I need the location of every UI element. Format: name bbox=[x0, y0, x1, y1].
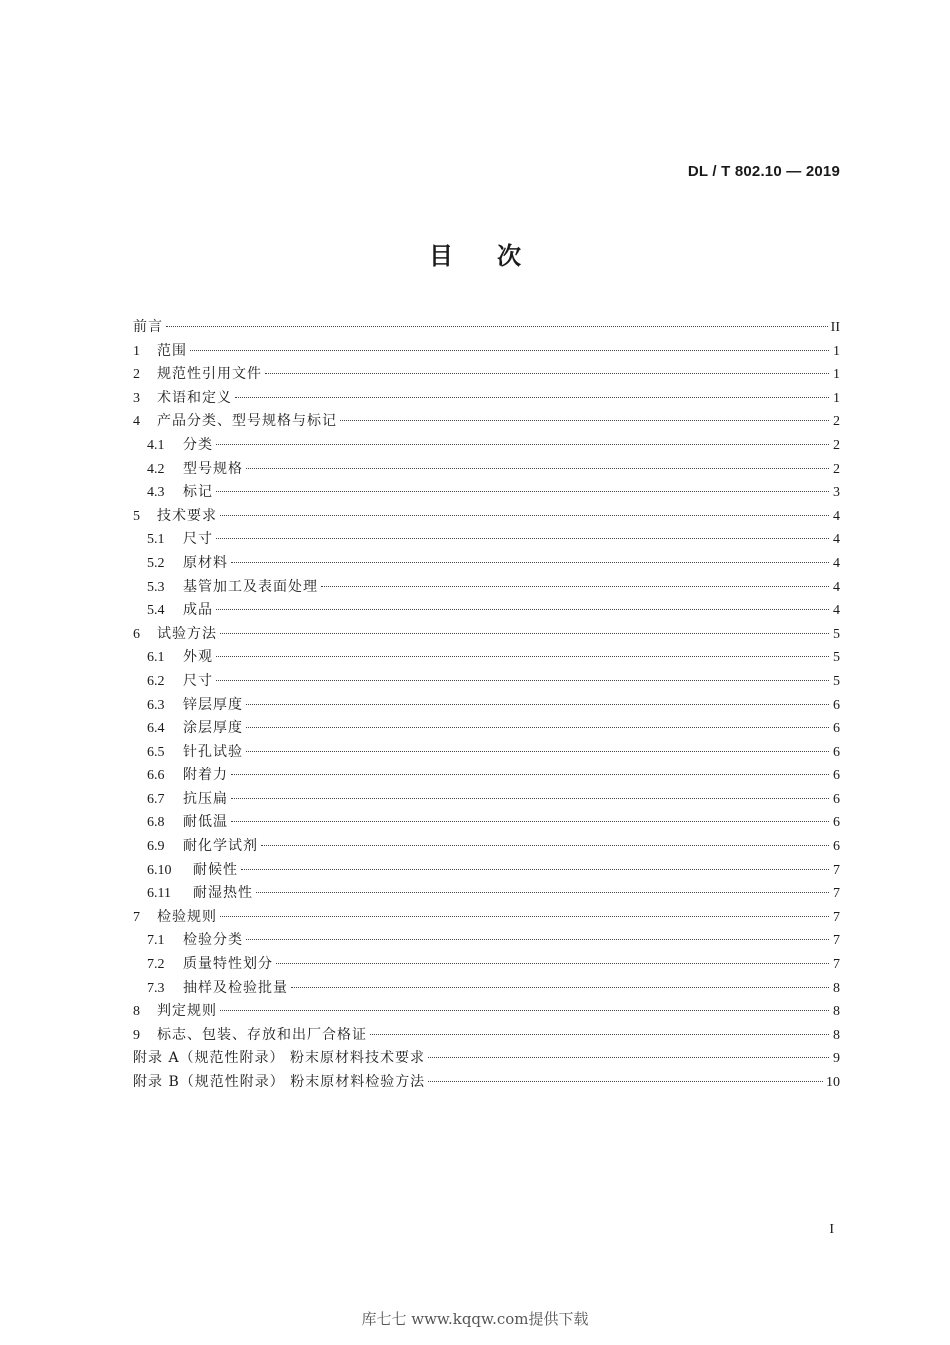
toc-entry[interactable] bbox=[133, 387, 840, 411]
dot-leader bbox=[216, 444, 829, 445]
toc-entry[interactable] bbox=[133, 363, 840, 387]
toc-entry-page: 6 bbox=[833, 768, 840, 784]
dot-leader bbox=[216, 538, 829, 539]
table-of-contents bbox=[133, 316, 840, 1095]
toc-entry[interactable] bbox=[133, 623, 840, 647]
dot-leader bbox=[246, 939, 829, 940]
toc-entry[interactable] bbox=[133, 458, 840, 482]
toc-entry[interactable] bbox=[133, 859, 840, 883]
toc-entry-page: 5 bbox=[833, 673, 840, 689]
toc-entry-label: 型号规格 bbox=[183, 460, 243, 477]
standard-code: DL / T 802.10 — 2019 bbox=[687, 163, 840, 180]
dot-leader bbox=[220, 916, 829, 917]
toc-entry[interactable] bbox=[133, 599, 840, 623]
dot-leader bbox=[231, 562, 829, 563]
toc-entry[interactable] bbox=[133, 906, 840, 930]
toc-entry-number: 6.6 bbox=[147, 768, 165, 784]
toc-entry[interactable] bbox=[133, 788, 840, 812]
toc-entry[interactable] bbox=[133, 316, 840, 340]
dot-leader bbox=[370, 1034, 829, 1035]
toc-entry-page: 1 bbox=[833, 343, 840, 359]
toc-entry-page: 2 bbox=[833, 414, 840, 430]
toc-entry-number: 5.3 bbox=[147, 579, 165, 595]
dot-leader bbox=[241, 869, 829, 870]
toc-entry-label: 涂层厚度 bbox=[183, 720, 243, 737]
toc-entry-label: 检验规则 bbox=[157, 908, 217, 925]
toc-entry-number: 6.5 bbox=[147, 744, 165, 760]
toc-entry-label: 术语和定义 bbox=[157, 389, 232, 406]
dot-leader bbox=[340, 420, 829, 421]
toc-entry-label: 抗压扁 bbox=[183, 790, 228, 807]
toc-entry-page: 4 bbox=[833, 579, 840, 595]
dot-leader bbox=[235, 397, 829, 398]
toc-entry-number: 6.9 bbox=[147, 839, 165, 855]
toc-entry-label: 针孔试验 bbox=[183, 743, 243, 760]
toc-entry[interactable] bbox=[133, 741, 840, 765]
toc-entry-page: 2 bbox=[833, 437, 840, 453]
toc-entry[interactable] bbox=[133, 882, 840, 906]
toc-entry[interactable] bbox=[133, 717, 840, 741]
toc-entry-page: 1 bbox=[833, 367, 840, 383]
toc-entry-label: 耐化学试剂 bbox=[183, 838, 258, 855]
dot-leader bbox=[428, 1081, 823, 1082]
toc-entry-page: 5 bbox=[833, 650, 840, 666]
toc-entry-label: 技术要求 bbox=[157, 507, 217, 524]
toc-entry-number: 6.4 bbox=[147, 721, 165, 737]
toc-entry-number: 6 bbox=[133, 626, 140, 642]
dot-leader bbox=[220, 515, 829, 516]
dot-leader bbox=[220, 633, 829, 634]
toc-entry[interactable] bbox=[133, 340, 840, 364]
toc-entry-page: 7 bbox=[833, 933, 840, 949]
toc-entry[interactable] bbox=[133, 528, 840, 552]
toc-entry-number: 5 bbox=[133, 508, 140, 524]
dot-leader bbox=[246, 468, 829, 469]
toc-entry-label: 规范性引用文件 bbox=[157, 366, 262, 383]
toc-entry[interactable] bbox=[133, 1047, 840, 1071]
toc-entry-label: 分类 bbox=[183, 436, 213, 453]
dot-leader bbox=[428, 1057, 829, 1058]
toc-entry-number: 6.1 bbox=[147, 650, 165, 666]
dot-leader bbox=[231, 821, 829, 822]
dot-leader bbox=[216, 491, 829, 492]
toc-entry-page: 6 bbox=[833, 697, 840, 713]
toc-entry-label: 附录 B（规范性附录） 粉末原材料检验方法 bbox=[133, 1074, 426, 1090]
toc-entry-number: 6.10 bbox=[147, 862, 172, 878]
toc-entry-number: 5.2 bbox=[147, 555, 165, 571]
toc-entry-label: 检验分类 bbox=[183, 932, 243, 949]
toc-entry-number: 7.2 bbox=[147, 957, 165, 973]
toc-entry-page: 8 bbox=[833, 1004, 840, 1020]
dot-leader bbox=[291, 987, 829, 988]
toc-entry[interactable] bbox=[133, 505, 840, 529]
toc-entry[interactable] bbox=[133, 929, 840, 953]
toc-entry-number: 1 bbox=[133, 343, 140, 359]
dot-leader bbox=[216, 656, 829, 657]
dot-leader bbox=[231, 798, 829, 799]
toc-entry-page: II bbox=[830, 320, 840, 335]
toc-entry-page: 5 bbox=[833, 626, 840, 642]
toc-entry[interactable] bbox=[133, 670, 840, 694]
toc-entry-number: 7.3 bbox=[147, 980, 165, 996]
toc-entry-label: 成品 bbox=[183, 602, 213, 619]
toc-entry-number: 6.7 bbox=[147, 791, 165, 807]
toc-entry-page: 10 bbox=[826, 1075, 840, 1090]
toc-entry-label: 原材料 bbox=[183, 554, 228, 571]
toc-entry-number: 4.3 bbox=[147, 485, 165, 501]
toc-entry-page: 4 bbox=[833, 508, 840, 524]
toc-entry-label: 尺寸 bbox=[183, 672, 213, 689]
toc-entry-page: 6 bbox=[833, 839, 840, 855]
toc-entry[interactable] bbox=[133, 552, 840, 576]
dot-leader bbox=[220, 1010, 829, 1011]
toc-entry[interactable] bbox=[133, 481, 840, 505]
toc-entry-label: 判定规则 bbox=[157, 1003, 217, 1020]
dot-leader bbox=[231, 774, 829, 775]
toc-entry[interactable] bbox=[133, 835, 840, 859]
dot-leader bbox=[216, 609, 829, 610]
toc-entry-page: 3 bbox=[833, 485, 840, 501]
dot-leader bbox=[261, 845, 829, 846]
toc-entry-page: 6 bbox=[833, 815, 840, 831]
toc-entry-number: 6.11 bbox=[147, 886, 171, 902]
toc-entry-page: 7 bbox=[833, 909, 840, 925]
toc-entry[interactable] bbox=[133, 953, 840, 977]
toc-entry-label: 质量特性划分 bbox=[183, 956, 273, 973]
toc-entry-number: 9 bbox=[133, 1027, 140, 1043]
toc-entry-number: 4 bbox=[133, 414, 140, 430]
toc-entry-number: 5.4 bbox=[147, 603, 165, 619]
toc-entry-page: 7 bbox=[833, 886, 840, 902]
dot-leader bbox=[246, 751, 829, 752]
toc-entry-label: 抽样及检验批量 bbox=[183, 979, 288, 996]
dot-leader bbox=[216, 680, 829, 681]
dot-leader bbox=[265, 373, 829, 374]
download-footer: 库七七 www.kqqw.com提供下载 bbox=[361, 1310, 589, 1328]
toc-entry[interactable] bbox=[133, 1071, 840, 1095]
page-title: 目次 bbox=[429, 242, 565, 270]
toc-entry-page: 4 bbox=[833, 532, 840, 548]
toc-entry-label: 尺寸 bbox=[183, 531, 213, 548]
toc-entry[interactable] bbox=[133, 410, 840, 434]
toc-entry[interactable] bbox=[133, 1024, 840, 1048]
toc-entry-page: 1 bbox=[833, 390, 840, 406]
toc-entry-number: 2 bbox=[133, 367, 140, 383]
toc-entry-number: 8 bbox=[133, 1004, 140, 1020]
toc-entry[interactable] bbox=[133, 434, 840, 458]
toc-entry-page: 4 bbox=[833, 555, 840, 571]
toc-entry-page: 7 bbox=[833, 862, 840, 878]
toc-entry-label: 附录 A（规范性附录） 粉末原材料技术要求 bbox=[133, 1050, 426, 1067]
dot-leader bbox=[166, 326, 828, 327]
toc-entry-label: 标记 bbox=[183, 484, 213, 501]
toc-entry-number: 3 bbox=[133, 390, 140, 406]
dot-leader bbox=[276, 963, 829, 964]
toc-entry-number: 7.1 bbox=[147, 933, 165, 949]
toc-entry-page: 6 bbox=[833, 744, 840, 760]
toc-entry[interactable] bbox=[133, 764, 840, 788]
toc-entry-label: 基管加工及表面处理 bbox=[183, 578, 318, 595]
toc-entry-page: 7 bbox=[833, 957, 840, 973]
toc-entry-page: 6 bbox=[833, 791, 840, 807]
toc-entry[interactable] bbox=[133, 811, 840, 835]
toc-entry-label: 外观 bbox=[183, 649, 213, 666]
toc-entry-page: 8 bbox=[833, 980, 840, 996]
dot-leader bbox=[321, 586, 829, 587]
toc-entry-label: 标志、包装、存放和出厂合格证 bbox=[157, 1026, 367, 1043]
toc-entry-number: 4.1 bbox=[147, 437, 165, 453]
toc-entry-page: 2 bbox=[833, 461, 840, 477]
toc-entry-label: 前言 bbox=[133, 319, 163, 335]
toc-entry-number: 6.2 bbox=[147, 673, 165, 689]
dot-leader bbox=[246, 704, 829, 705]
toc-entry[interactable] bbox=[133, 646, 840, 670]
toc-entry-label: 产品分类、型号规格与标记 bbox=[157, 413, 337, 430]
dot-leader bbox=[190, 350, 829, 351]
toc-entry[interactable] bbox=[133, 977, 840, 1001]
toc-entry-number: 7 bbox=[133, 909, 140, 925]
toc-entry-label: 耐低温 bbox=[183, 814, 228, 831]
toc-entry-number: 5.1 bbox=[147, 532, 165, 548]
toc-entry-page: 9 bbox=[833, 1051, 840, 1067]
toc-entry[interactable] bbox=[133, 576, 840, 600]
toc-entry-label: 范围 bbox=[157, 342, 187, 359]
dot-leader bbox=[246, 727, 829, 728]
toc-entry-label: 试验方法 bbox=[157, 625, 217, 642]
toc-entry-number: 6.3 bbox=[147, 697, 165, 713]
toc-entry-label: 附着力 bbox=[183, 767, 228, 784]
toc-entry-label: 耐候性 bbox=[193, 861, 238, 878]
page-number: I bbox=[829, 1222, 834, 1237]
toc-entry-number: 4.2 bbox=[147, 461, 165, 477]
toc-entry-page: 8 bbox=[833, 1027, 840, 1043]
toc-entry[interactable] bbox=[133, 694, 840, 718]
toc-entry-label: 锌层厚度 bbox=[183, 696, 243, 713]
toc-entry-page: 4 bbox=[833, 603, 840, 619]
toc-entry[interactable] bbox=[133, 1000, 840, 1024]
toc-entry-page: 6 bbox=[833, 721, 840, 737]
dot-leader bbox=[256, 892, 829, 893]
toc-entry-label: 耐湿热性 bbox=[193, 885, 253, 902]
toc-entry-number: 6.8 bbox=[147, 815, 165, 831]
